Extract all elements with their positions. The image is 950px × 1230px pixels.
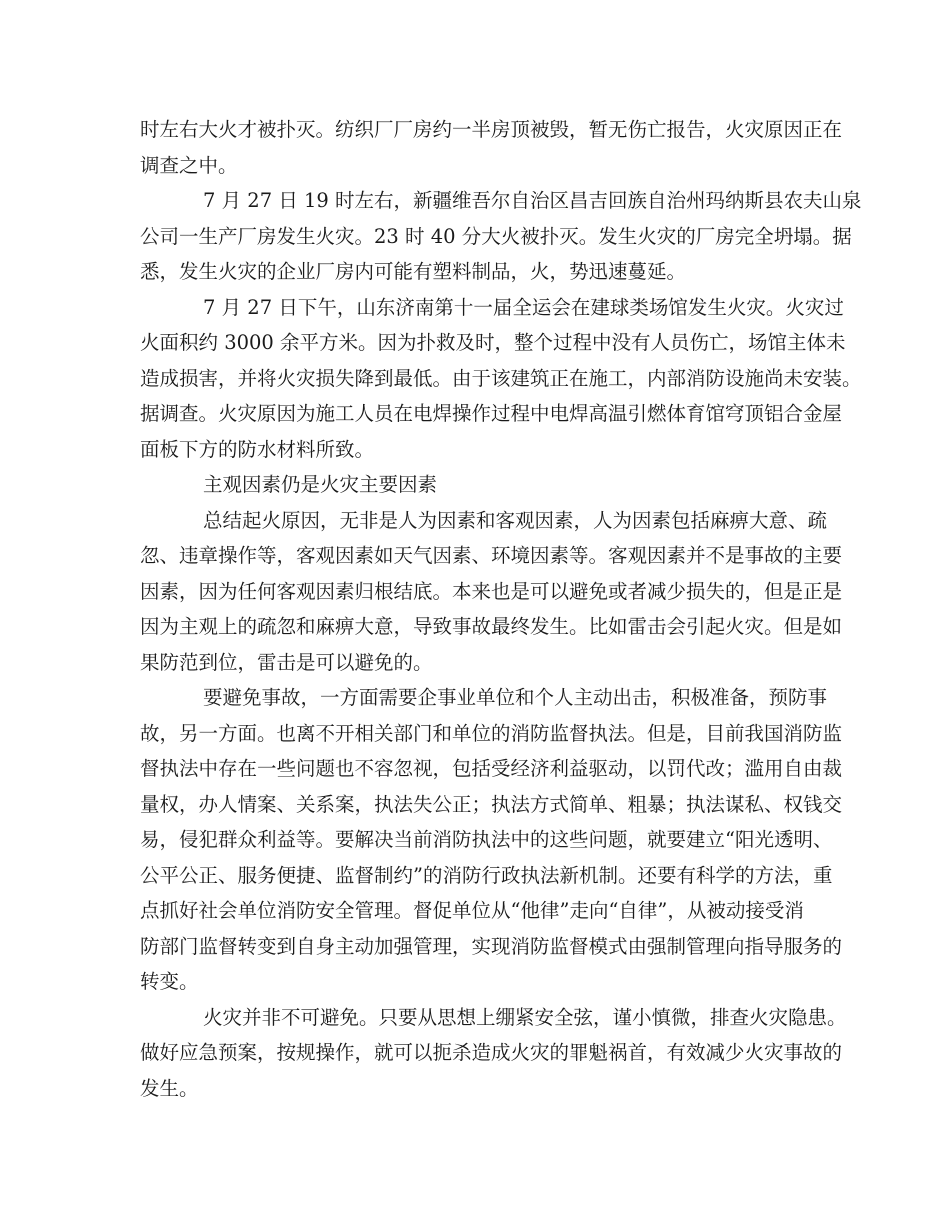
document-body (140, 112, 862, 1106)
text-line: 调查之中。 (140, 153, 238, 177)
paragraph-start-line: 7 月 27 日下午，山东济南第十一届全运会在建球类场馆发生火灾。火灾过 (203, 295, 844, 319)
text-line: 故，另一方面。也离不开相关部门和单位的消防监督执法。但是，目前我国消防监 (140, 721, 843, 745)
paragraph-start-line: 7 月 27 日 19 时左右，新疆维吾尔自治区昌吉回族自治州玛纳斯县农夫山泉 (203, 189, 862, 212)
paragraph-start-line: 要避免事故，一方面需要企事业单位和个人主动出击，积极准备，预防事 (203, 686, 828, 709)
text-line: 因为主观上的疏忽和麻痹大意，导致事故最终发生。比如雷击会引起火灾。但是如 (140, 615, 843, 638)
text-line: 面板下方的防水材料所致。 (140, 437, 375, 461)
text-line: 时左右大火才被扑灭。纺织厂厂房约一半房顶被毁，暂无伤亡报告，火灾原因正在 (140, 118, 843, 141)
text-line: 量权，办人情案、关系案，执法失公正；执法方式简单、粗暴；执法谋私、权钱交 (140, 792, 843, 816)
text-line: 公司一生产厂房发生火灾。23 时 40 分大火被扑灭。发生火灾的厂房完全坍塌。据 (140, 224, 852, 248)
text-line: 因素，因为任何客观因素归根结底。本来也是可以避免或者减少损失的，但是正是 (140, 579, 843, 603)
text-line: 做好应急预案，按规操作，就可以扼杀造成火灾的罪魁祸首，有效减少火灾事故的 (140, 1041, 843, 1064)
text-line: 忽、违章操作等，客观因素如天气因素、环境因素等。客观因素并不是事故的主要 (140, 544, 843, 567)
paragraph-start-line: 火灾并非不可避免。只要从思想上绷紧安全弦，谨小慎微，排查火灾隐患。 (203, 1005, 847, 1029)
text-line: 公平公正、服务便捷、监督制约”的消防行政执法新机制。还要有科学的方法，重 (140, 863, 833, 887)
text-line: 防部门监督转变到自身主动加强管理，实现消防监督模式由强制管理向指导服务的 (140, 934, 843, 958)
text-line: 发生。 (140, 1076, 199, 1100)
text-line: 悉，发生火灾的企业厂房内可能有塑料制品，火，势迅速蔓延。 (140, 260, 687, 283)
text-line: 易，侵犯群众利益等。要解决当前消防执法中的这些问题，就要建立“阳光透明、 (140, 828, 833, 851)
section-heading: 主观因素仍是火灾主要因素 (203, 473, 438, 496)
text-line: 果防范到位，雷击是可以避免的。 (140, 650, 433, 674)
text-line: 据调查。火灾原因为施工人员在电焊操作过程中电焊高温引燃体育馆穹顶铝合金屋 (140, 402, 843, 425)
text-line: 造成损害，并将火灾损失降到最低。由于该建筑正在施工，内部消防设施尚未安装。 (140, 366, 862, 390)
paragraph-start-line: 总结起火原因，无非是人为因素和客观因素，人为因素包括麻痹大意、疏 (203, 508, 828, 532)
text-line: 点抓好社会单位消防安全管理。督促单位从“他律”走向“自律”，从被动接受消 (140, 899, 804, 922)
text-line: 转变。 (140, 970, 199, 993)
text-line: 督执法中存在一些问题也不容忽视，包括受经济利益驱动，以罚代改；滥用自由裁 (140, 757, 843, 780)
text-line: 火面积约 3000 余平方米。因为扑救及时，整个过程中没有人员伤亡，场馆主体未 (140, 331, 846, 354)
